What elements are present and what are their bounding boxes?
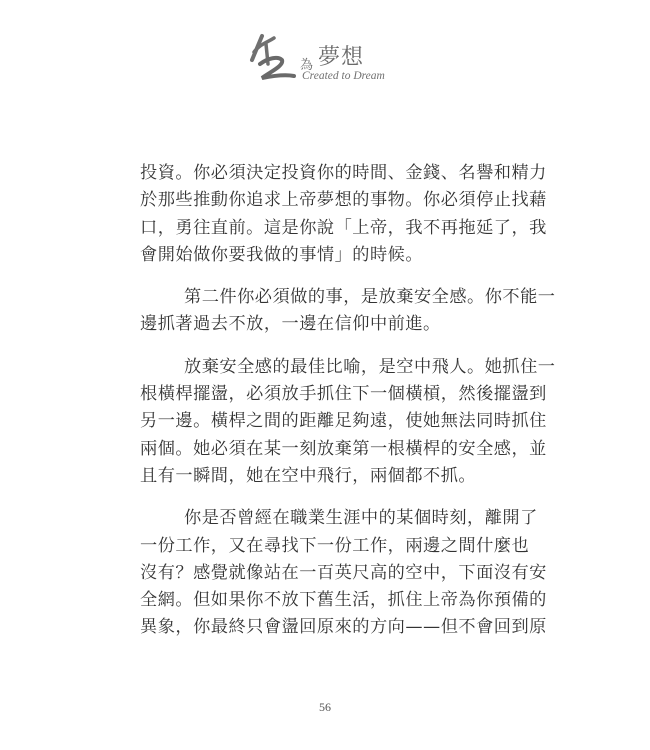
- text-line: 第二件你必須做的事，是放棄安全感。你不能一: [184, 287, 556, 308]
- text-line: 一份工作，又在尋找下一份工作，兩邊之間什麼也: [140, 535, 530, 556]
- text-line: 會開始做你要我做的事情」的時候。: [140, 244, 424, 265]
- text-line: 根橫桿擺盪，必須放手抓住下一個橫槓，然後擺盪到: [140, 384, 547, 405]
- paragraph-3: [140, 354, 556, 490]
- text-line: 投資。你必須決定投資你的時間、金錢、名譽和精力: [140, 163, 547, 183]
- text-line: 沒有？感覺就像站在一百英尺高的空中，下面沒有安: [140, 562, 547, 583]
- text-line: 另一邊。橫桿之間的距離足夠遠，使她無法同時抓住: [140, 411, 547, 432]
- logo-small-char: 為: [300, 58, 314, 73]
- paragraph-2: [140, 284, 556, 339]
- paragraph-1: [140, 160, 547, 269]
- page-number: 56: [319, 700, 331, 714]
- text-line: 你是否曾經在職業生涯中的某個時刻，離開了: [184, 508, 538, 529]
- calligraphy-logo-icon: [244, 30, 296, 86]
- logo-subtitle: Created to Dream: [302, 70, 385, 82]
- text-line: 口，勇往直前。這是你說「上帝，我不再拖延了，我: [140, 217, 547, 238]
- text-line: 邊抓著過去不放，一邊在信仰中前進。: [140, 314, 441, 335]
- text-line: 兩個。她必須在某一刻放棄第一根橫桿的安全感，並: [140, 438, 547, 459]
- page-body: [140, 160, 556, 642]
- text-line: 且有一瞬間，她在空中飛行，兩個都不抓。: [140, 465, 477, 486]
- text-line: 異象，你最終只會盪回原來的方向——但不會回到原: [140, 617, 547, 638]
- paragraph-4: [140, 505, 547, 641]
- text-line: 全網。但如果你不放下舊生活，抓住上帝為你預備的: [140, 590, 547, 611]
- running-header: [244, 30, 414, 90]
- logo-title: 夢想: [318, 45, 365, 70]
- text-line: 於那些推動你追求上帝夢想的事物。你必須停止找藉: [140, 190, 547, 211]
- text-line: 放棄安全感的最佳比喻，是空中飛人。她抓住一: [184, 356, 556, 377]
